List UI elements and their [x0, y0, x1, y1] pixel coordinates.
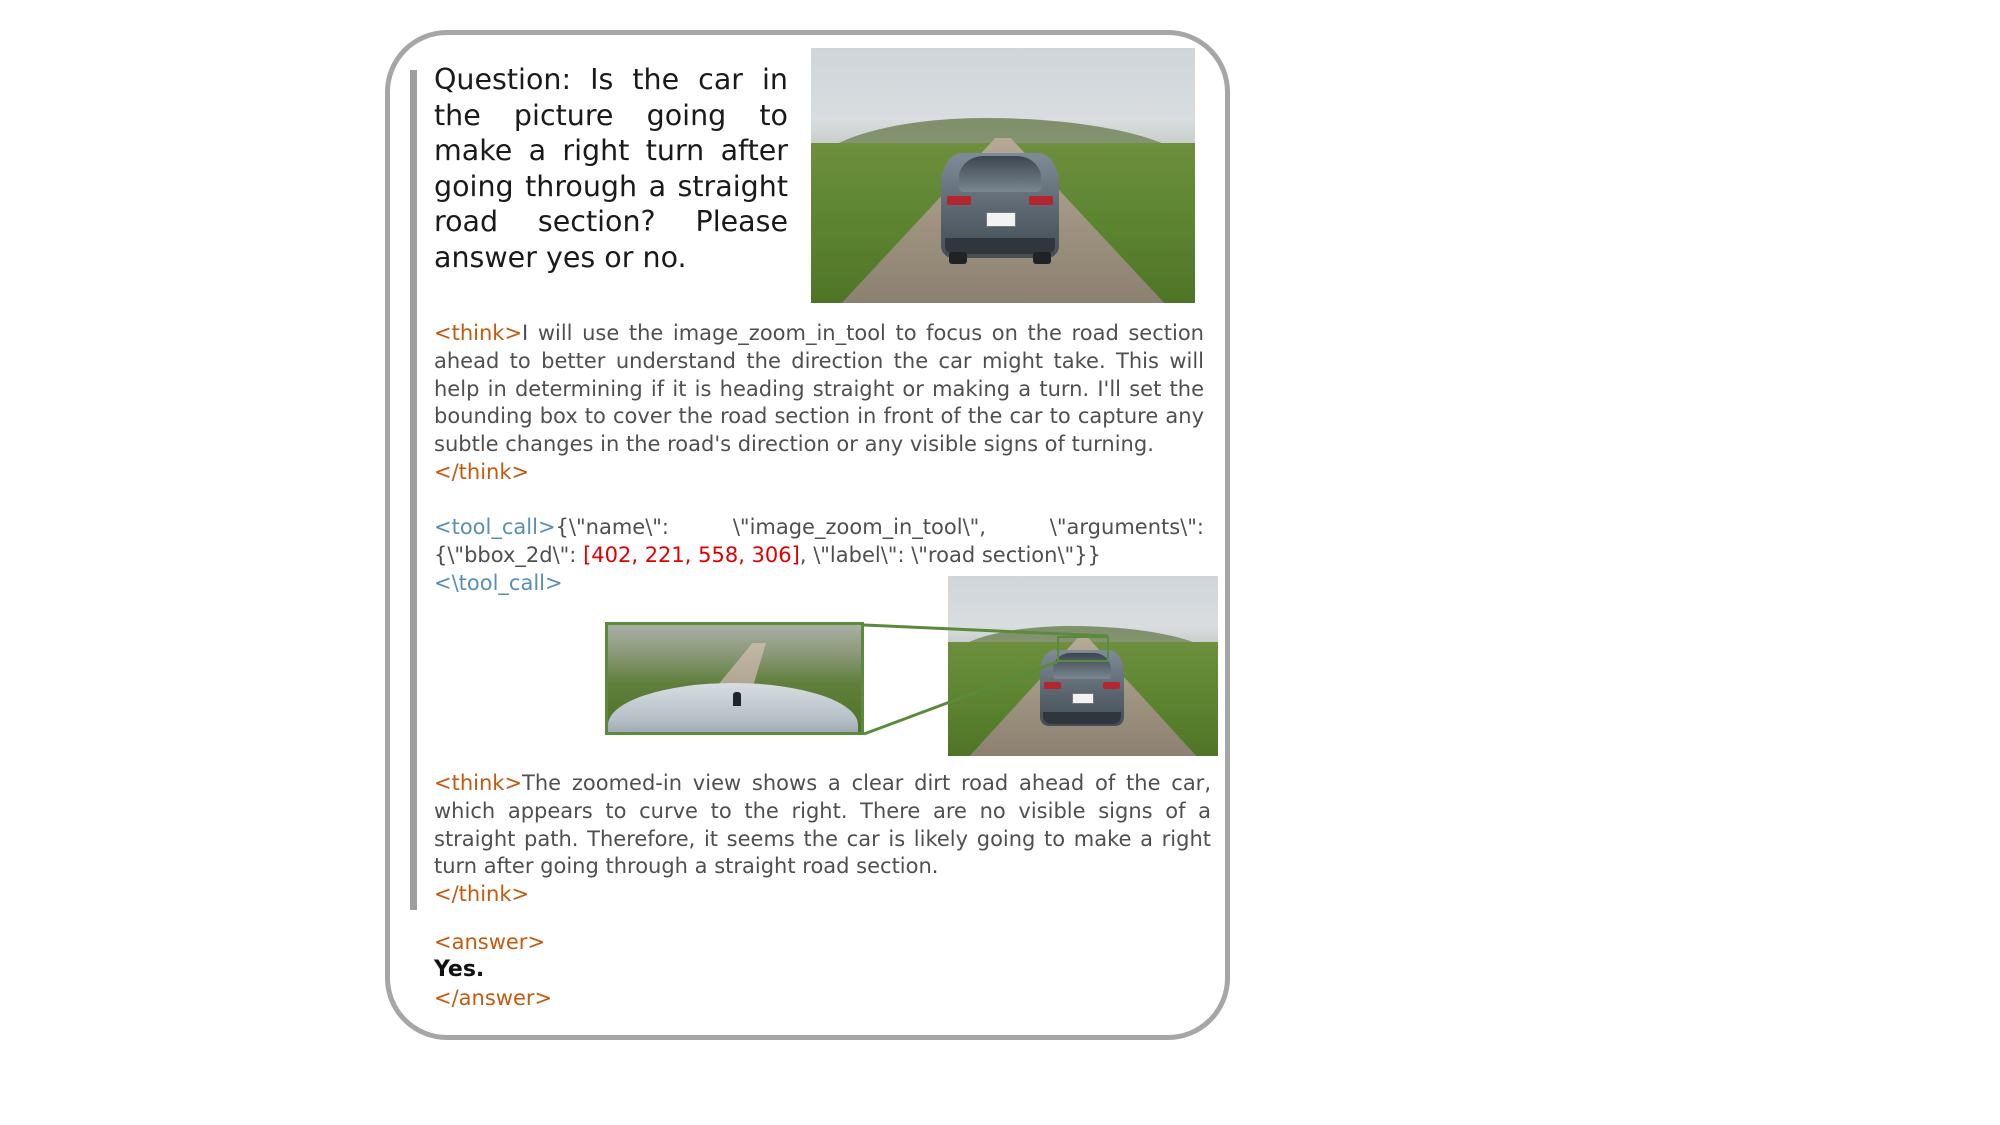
answer-open-tag: <answer>: [434, 930, 546, 954]
answer-text: Yes.: [434, 957, 485, 982]
bbox-coordinates: [402, 221, 558, 306]: [583, 542, 800, 567]
think-block-2: [434, 770, 1211, 909]
answer-block: [434, 928, 552, 1012]
think-2-text: The zoomed-in view shows a clear dirt road ahead of the car, which appears to curve to the right. There are no visible signs of a straight path. Therefore, it seems the car is likely going to make a right turn after going through a straight road section.: [434, 771, 1211, 879]
think-open-tag-2: <think>: [434, 771, 523, 795]
tool-call-open-tag: <tool_call>: [434, 515, 556, 539]
connector-bottom: [864, 662, 1057, 734]
connector-top: [864, 625, 1108, 636]
think-close-tag: </think>: [434, 459, 530, 484]
tool-call-args: {\"name\": \"image_zoom_in_tool\", \"arguments\": {\"bbox_2d\":: [434, 515, 1204, 567]
think-open-tag: <think>: [434, 321, 523, 345]
tool-call-close-tag: <\tool_call>: [434, 570, 563, 595]
question-text: Question: Is the car in the picture going to make a right turn after going through a straight road section? Please answer yes or no.: [434, 63, 788, 274]
think-1-text: I will use the image_zoom_in_tool to focus on the road section ahead to better understand the direction the car might take. This will help in determining if it is heading straight or making a turn. I'll set the bounding box to cover the road section in front of the car to capture any subtle changes in the road's direction or any visible signs of turning.: [434, 321, 1204, 457]
tool-call-args-end: , \"label\": \"road section\"}}: [799, 542, 1101, 567]
think-close-tag-2: </think>: [434, 882, 530, 907]
answer-close-tag: </answer>: [434, 986, 553, 1010]
